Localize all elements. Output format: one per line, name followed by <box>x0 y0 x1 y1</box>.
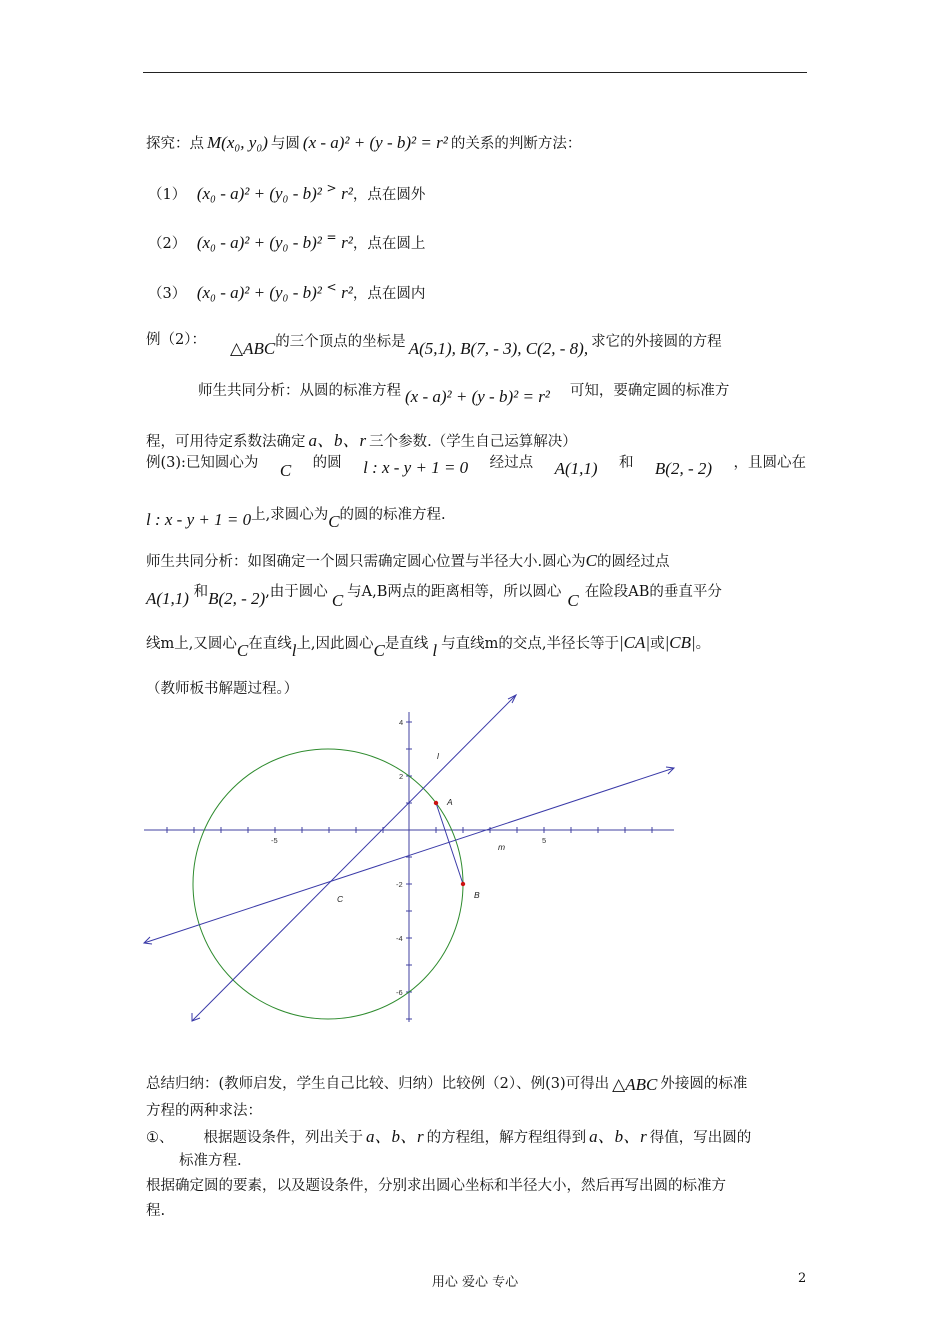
analysis-1-line1 <box>198 379 730 406</box>
analysis-2-text-k: 与直线m的交点,半径长等于 <box>441 636 619 652</box>
intro-label: 探究：点 <box>146 136 204 152</box>
method-2-line1: 根据确定圆的要素，以及题设条件，分别求出圆心坐标和半径大小，然后再写出圆的标准方 <box>146 1178 726 1194</box>
center-c: C <box>279 461 292 480</box>
label-a: A <box>447 797 453 807</box>
point-b: B(2, - 2) <box>208 589 266 608</box>
example-3-text-c: 经过点 <box>489 455 534 471</box>
example-3-text-d: 和 <box>618 455 634 471</box>
point-a: A(1,1) <box>554 459 598 478</box>
analysis-2-or: 或 <box>650 636 665 652</box>
case-2 <box>148 232 425 253</box>
analysis-1-text: 师生共同分析：从圆的标准方程 <box>198 383 401 399</box>
analysis-1-text-c: 程，可用待定系数法确定 <box>146 434 306 450</box>
intro-circle: (x - a)² + (y - b)² = r² <box>302 133 448 152</box>
page-number: 2 <box>798 1271 807 1286</box>
method-1-line1 <box>146 1122 751 1147</box>
case-3 <box>148 282 425 303</box>
footer-motto: 用心 爱心 专心 <box>431 1275 519 1290</box>
y-tick-label: -4 <box>396 934 403 943</box>
case-rhs: r² <box>341 233 353 252</box>
line-l-2: l <box>432 641 438 660</box>
line-l-equation: l : x - y + 1 = 0 <box>363 458 469 477</box>
example-2-mid: 的三个顶点的坐标是 <box>275 334 406 350</box>
vertex-coordinates: A(5,1), B(7, - 3), C(2, - 8), <box>408 339 589 358</box>
center-c: C <box>585 551 597 570</box>
case-rhs: r² <box>341 184 353 203</box>
line-l <box>192 695 516 1021</box>
analysis-1-line2 <box>146 426 577 451</box>
line-l-equation-2: l : x - y + 1 = 0 <box>146 510 252 529</box>
analysis-2-text-b: 的圆经过点 <box>596 554 670 570</box>
analysis-2-line3 <box>146 632 711 660</box>
example-2-line <box>146 328 206 349</box>
summary-text-b: 外接圆的标准 <box>660 1076 748 1092</box>
case-expr: (x₀ - a)² + (y₀ - b)² <box>196 233 322 252</box>
intro-tail: 的关系的判断方法： <box>450 136 582 152</box>
y-tick-label: 2 <box>399 772 404 781</box>
example-2-label: 例（2）： <box>146 332 206 348</box>
board-note: （教师板书解题过程。） <box>146 681 299 697</box>
analysis-2-text-h: 在直线 <box>248 636 292 652</box>
y-tick-label: -2 <box>396 880 403 889</box>
triangle-abc: △ABC <box>612 1075 658 1094</box>
y-tick-label: 4 <box>399 718 404 727</box>
point-a-marker <box>434 801 438 805</box>
label-l: l <box>437 751 439 761</box>
case-text: ，点在圆内 <box>352 286 426 302</box>
analysis-2-end: 。 <box>695 636 711 652</box>
method-1-text-b: 的方程组，解方程组得到 <box>426 1130 587 1146</box>
center-c-5: C <box>373 641 385 660</box>
header-rule <box>143 72 807 73</box>
case-1 <box>148 183 425 204</box>
label-b: B <box>474 890 480 900</box>
unknown-vars-2: a、b、r <box>589 1127 647 1146</box>
analysis-2-text-c: 和 <box>193 584 209 600</box>
case-symbol: < <box>326 280 337 294</box>
case-expr: (x₀ - a)² + (y₀ - b)² <box>196 283 322 302</box>
label-c: C <box>337 894 344 904</box>
method-1-text-c: 得值，写出圆的 <box>649 1130 752 1146</box>
example-3-text-e: ，且圆心在 <box>733 455 806 471</box>
analysis-2-text-g: 线m上,又圆心 <box>146 636 237 652</box>
center-c-4: C <box>236 641 249 660</box>
analysis-2-text: 师生共同分析：如图确定一个圆只需确定圆心位置与半径大小.圆心为 <box>146 554 586 570</box>
center-c-3: C <box>567 591 579 610</box>
method-2-line2: 程. <box>146 1203 166 1219</box>
method-1-line2: 标准方程. <box>179 1153 242 1169</box>
case-rhs: r² <box>341 283 353 302</box>
example-2-body <box>230 330 722 358</box>
analysis-2-line1 <box>146 550 669 571</box>
case-num: （3） <box>148 286 187 302</box>
analysis-2-text-f: 在险段AB的垂直平分 <box>584 584 722 600</box>
length-ca: |CA| <box>618 633 651 652</box>
center-c-2: C <box>328 512 340 531</box>
label-m: m <box>498 842 506 852</box>
analysis-1-text-b: 可知，要确定圆的标准方 <box>569 383 730 399</box>
example-3-line1 <box>146 451 806 480</box>
method-1-num: ①、 <box>146 1130 174 1146</box>
unknown-vars: a、b、r <box>366 1127 424 1146</box>
example-3-text-f: 上,求圆心为 <box>251 507 329 523</box>
case-symbol: > <box>326 181 337 195</box>
length-cb: |CB| <box>664 633 696 652</box>
example-3-text-g: 的圆的标准方程. <box>339 507 446 523</box>
point-b: B(2, - 2) <box>654 459 713 478</box>
x-tick-label: 5 <box>542 836 547 845</box>
intro-mid: 与圆 <box>270 136 300 152</box>
standard-equation: (x - a)² + (y - b)² = r² <box>405 387 550 406</box>
summary-line1 <box>146 1072 747 1093</box>
point-a: A(1,1) <box>146 589 189 608</box>
unknown-vars: a、b、r <box>308 431 367 450</box>
intro-point: M(x₀, y₀) <box>207 133 268 152</box>
center-c-2: C <box>331 591 344 610</box>
analysis-2-text-i: 上,因此圆心 <box>296 636 374 652</box>
analysis-2-line2 <box>146 580 722 610</box>
case-symbol: = <box>326 230 337 244</box>
summary-line2: 方程的两种求法： <box>146 1103 262 1119</box>
analysis-2-text-j: 是直线 <box>384 636 429 652</box>
intro-line <box>146 132 581 153</box>
method-1-text: 根据题设条件，列出关于 <box>203 1130 363 1146</box>
example-3-text: 例(3):已知圆心为 <box>146 455 259 471</box>
segment-ab <box>436 803 463 884</box>
case-expr: (x₀ - a)² + (y₀ - b)² <box>196 184 322 203</box>
geometry-figure <box>140 690 680 1030</box>
line-l: l <box>291 641 297 660</box>
summary-text: 总结归纳：(教师启发，学生自己比较、归纳）比较例（2）、例(3)可得出 <box>146 1076 610 1092</box>
case-num: （2） <box>148 236 187 252</box>
analysis-2-text-d: ,由于圆心 <box>265 584 328 600</box>
analysis-2-text-e: 与A,B两点的距离相等，所以圆心 <box>347 584 562 600</box>
example-3-text-b: 的圆 <box>312 455 342 471</box>
case-text: ，点在圆上 <box>352 236 426 252</box>
point-b-marker <box>461 882 465 886</box>
triangle-abc: △ABC <box>230 339 276 358</box>
example-3-line2 <box>146 503 446 531</box>
x-tick-label: -5 <box>271 836 278 845</box>
y-tick-label: -6 <box>396 988 403 997</box>
analysis-1-text-d: 三个参数.（学生自己运算解决） <box>369 434 577 450</box>
example-2-tail: 求它的外接圆的方程 <box>591 334 722 350</box>
case-text: ，点在圆外 <box>352 187 426 203</box>
case-num: （1） <box>148 187 187 203</box>
